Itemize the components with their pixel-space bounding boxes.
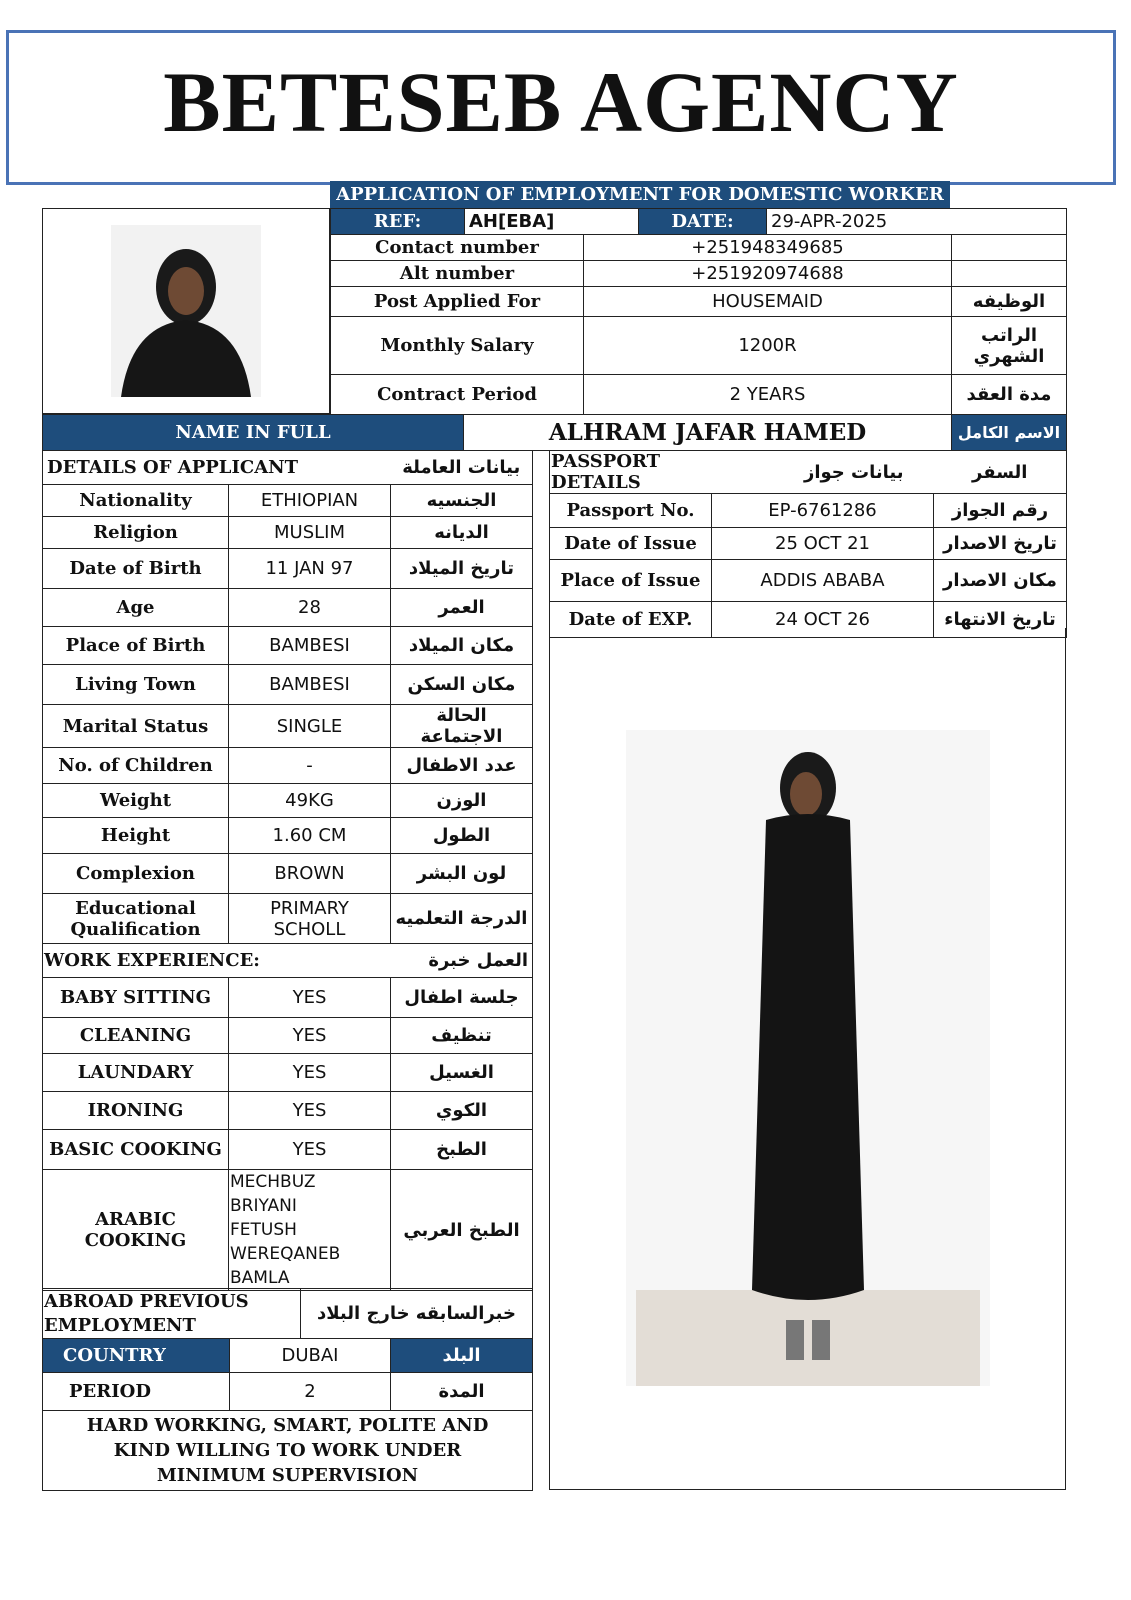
detail-label: Weight	[43, 784, 229, 818]
alt-row	[331, 261, 1067, 287]
portrait-photo	[111, 225, 261, 397]
cooking-item: MECHBUZ	[230, 1172, 316, 1192]
work-header-row	[43, 944, 533, 978]
work-row	[43, 1054, 533, 1092]
date-value: 29-APR-2025	[767, 209, 1067, 235]
detail-row	[43, 485, 533, 517]
cooking-item: FETUSH	[230, 1220, 297, 1240]
name-label: NAME IN FULL	[43, 415, 464, 451]
period-value: 2	[230, 1373, 391, 1411]
work-ar: تنظيف	[391, 1018, 533, 1054]
salary-label: Monthly Salary	[331, 317, 584, 375]
work-ar: الغسيل	[391, 1054, 533, 1092]
detail-label: Place of Birth	[43, 627, 229, 665]
work-value: YES	[229, 1130, 391, 1170]
passport-label: Passport No.	[550, 494, 712, 528]
full-body-photo	[626, 730, 990, 1386]
passport-table	[549, 450, 1067, 638]
work-label: CLEANING	[43, 1018, 229, 1054]
detail-ar: عدد الاطفال	[391, 748, 533, 784]
ref-date-row	[331, 209, 1067, 235]
passport-ar: تاريخ الانتهاء	[934, 602, 1067, 638]
detail-ar: الديانه	[391, 517, 533, 549]
passport-header-ar2: السفر	[934, 451, 1067, 494]
detail-value: 28	[229, 589, 391, 627]
work-ar: جلسة اطفال	[391, 978, 533, 1018]
arabic-cooking-label: ARABIC COOKING	[43, 1170, 229, 1291]
work-value: YES	[229, 978, 391, 1018]
detail-value: BAMBESI	[229, 665, 391, 705]
detail-label: Complexion	[43, 854, 229, 894]
passport-row	[550, 494, 1067, 528]
passport-ar: مكان الاصدار	[934, 560, 1067, 602]
abroad-ar: خبرالسابقه خارج البلاد	[301, 1289, 533, 1339]
header-info-table	[330, 208, 1067, 235]
passport-value: 25 OCT 21	[712, 528, 934, 560]
detail-label: Marital Status	[43, 705, 229, 748]
detail-ar: الطول	[391, 818, 533, 854]
detail-label: Nationality	[43, 485, 229, 517]
passport-value: EP-6761286	[712, 494, 934, 528]
details-header: DETAILS OF APPLICANT	[43, 451, 391, 485]
passport-ar: تاريخ الاصدار	[934, 528, 1067, 560]
post-ar: الوظيفه	[952, 287, 1067, 317]
passport-label: Place of Issue	[550, 560, 712, 602]
applicant-details-table	[42, 450, 533, 1291]
detail-ar: الدرجة التعلميه	[391, 894, 533, 944]
cooking-item: WEREQANEB	[230, 1244, 341, 1264]
detail-label: Living Town	[43, 665, 229, 705]
detail-value: SINGLE	[229, 705, 391, 748]
details-header-ar: بيانات العاملة	[391, 451, 533, 485]
post-row	[331, 287, 1067, 317]
passport-label: Date of Issue	[550, 528, 712, 560]
details-header-row	[43, 451, 533, 485]
name-ar: الاسم الكامل	[952, 415, 1067, 451]
detail-row	[43, 854, 533, 894]
detail-row	[43, 705, 533, 748]
period-row	[43, 1373, 533, 1411]
passport-row	[550, 528, 1067, 560]
country-table	[42, 1338, 533, 1491]
agency-name: BETESEB AGENCY	[163, 54, 959, 150]
country-row	[43, 1339, 533, 1373]
period-ar: المدة	[391, 1373, 533, 1411]
detail-row	[43, 894, 533, 944]
work-ar: الكوي	[391, 1092, 533, 1130]
salary-row	[331, 317, 1067, 375]
detail-row	[43, 748, 533, 784]
abroad-label: ABROAD PREVIOUS EMPLOYMENT	[43, 1289, 301, 1339]
alt-label: Alt number	[331, 261, 584, 287]
post-value: HOUSEMAID	[584, 287, 952, 317]
work-label: IRONING	[43, 1092, 229, 1130]
detail-value: BROWN	[229, 854, 391, 894]
country-value: DUBAI	[230, 1339, 391, 1373]
arabic-cooking-ar: الطبخ العربي	[391, 1170, 533, 1291]
salary-value: 1200R	[584, 317, 952, 375]
detail-row	[43, 549, 533, 589]
full-body-photo-frame	[549, 628, 1066, 1490]
abroad-row	[43, 1289, 533, 1339]
contract-ar: مدة العقد	[952, 375, 1067, 415]
portrait-frame	[42, 208, 330, 414]
arabic-cooking-row	[43, 1170, 533, 1291]
passport-header-ar1: بيانات جواز	[712, 451, 934, 494]
detail-ar: مكان السكن	[391, 665, 533, 705]
passport-label: Date of EXP.	[550, 602, 712, 638]
work-value: YES	[229, 1054, 391, 1092]
detail-row	[43, 627, 533, 665]
remarks-row	[43, 1411, 533, 1491]
detail-value: BAMBESI	[229, 627, 391, 665]
alt-value: +251920974688	[584, 261, 952, 287]
detail-value: MUSLIM	[229, 517, 391, 549]
passport-header-row	[550, 451, 1067, 494]
detail-ar: الجنسيه	[391, 485, 533, 517]
contract-value: 2 YEARS	[584, 375, 952, 415]
work-label: BASIC COOKING	[43, 1130, 229, 1170]
work-value: YES	[229, 1092, 391, 1130]
passport-row	[550, 560, 1067, 602]
detail-label: Age	[43, 589, 229, 627]
detail-row	[43, 517, 533, 549]
arabic-cooking-list	[229, 1170, 391, 1291]
country-ar: البلد	[391, 1339, 533, 1373]
detail-row	[43, 784, 533, 818]
name-value: ALHRAM JAFAR HAMED	[464, 415, 952, 451]
contact-table	[330, 234, 1067, 415]
salary-ar: الراتب الشهري	[952, 317, 1067, 375]
detail-row	[43, 665, 533, 705]
remarks: HARD WORKING, SMART, POLITE AND KIND WILLING TO WORK UNDER MINIMUM SUPERVISION	[43, 1411, 533, 1491]
detail-row	[43, 589, 533, 627]
passport-value: 24 OCT 26	[712, 602, 934, 638]
cooking-item: BAMLA	[230, 1268, 290, 1288]
date-label: DATE:	[639, 209, 767, 235]
passport-value: ADDIS ABABA	[712, 560, 934, 602]
work-value: YES	[229, 1018, 391, 1054]
alt-ar-cell	[952, 261, 1067, 287]
name-table	[42, 414, 1067, 451]
ref-value: AH[EBA]	[465, 209, 639, 235]
detail-label: Date of Birth	[43, 549, 229, 589]
abroad-table	[42, 1288, 533, 1339]
work-header: WORK EXPERIENCE:	[43, 944, 391, 978]
form-title: APPLICATION OF EMPLOYMENT FOR DOMESTIC WORKER	[330, 181, 950, 208]
name-row	[43, 415, 1067, 451]
work-row	[43, 1130, 533, 1170]
contact-label: Contact number	[331, 235, 584, 261]
contact-row	[331, 235, 1067, 261]
contact-ar-cell	[952, 235, 1067, 261]
detail-value: 1.60 CM	[229, 818, 391, 854]
passport-header: PASSPORT DETAILS	[550, 451, 712, 494]
contract-label: Contract Period	[331, 375, 584, 415]
detail-value: PRIMARY SCHOLL	[229, 894, 391, 944]
detail-label: Religion	[43, 517, 229, 549]
contact-value: +251948349685	[584, 235, 952, 261]
work-label: LAUNDARY	[43, 1054, 229, 1092]
detail-ar: تاريخ الميلاد	[391, 549, 533, 589]
cooking-item: BRIYANI	[230, 1196, 297, 1216]
detail-value: 11 JAN 97	[229, 549, 391, 589]
detail-label: Height	[43, 818, 229, 854]
period-label: PERIOD	[43, 1373, 230, 1411]
detail-ar: لون البشر	[391, 854, 533, 894]
ref-label: REF:	[331, 209, 465, 235]
work-row	[43, 978, 533, 1018]
detail-value: -	[229, 748, 391, 784]
detail-row	[43, 818, 533, 854]
detail-ar: الحالة الاجتماعة	[391, 705, 533, 748]
detail-ar: مكان الميلاد	[391, 627, 533, 665]
detail-label: Educational Qualification	[43, 894, 229, 944]
country-label: COUNTRY	[43, 1339, 230, 1373]
detail-value: 49KG	[229, 784, 391, 818]
work-label: BABY SITTING	[43, 978, 229, 1018]
work-ar: الطبخ	[391, 1130, 533, 1170]
detail-ar: الوزن	[391, 784, 533, 818]
post-label: Post Applied For	[331, 287, 584, 317]
detail-value: ETHIOPIAN	[229, 485, 391, 517]
detail-label: No. of Children	[43, 748, 229, 784]
detail-ar: العمر	[391, 589, 533, 627]
contract-row	[331, 375, 1067, 415]
work-row	[43, 1092, 533, 1130]
passport-ar: رقم الجواز	[934, 494, 1067, 528]
work-header-ar: العمل خبرة	[391, 944, 533, 978]
work-row	[43, 1018, 533, 1054]
